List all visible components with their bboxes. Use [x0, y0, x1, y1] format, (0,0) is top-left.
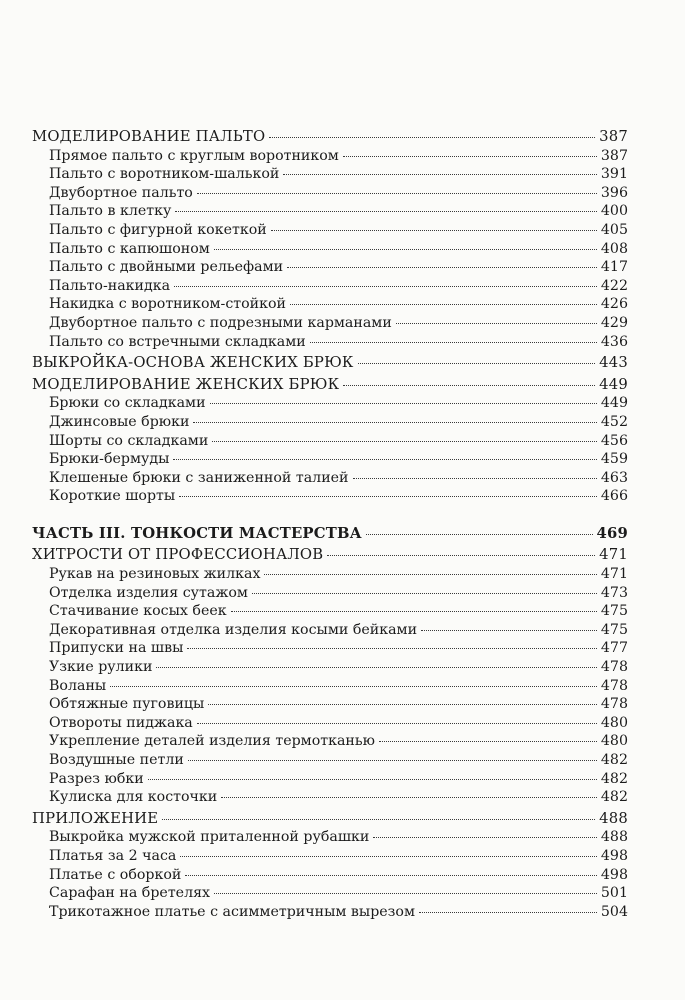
toc-entry: [32, 602, 628, 621]
entry-title: ПРИЛОЖЕНИЕ: [32, 809, 159, 827]
toc-entry: [32, 714, 628, 733]
page-number: 429: [600, 314, 628, 331]
entry-title: Шорты со складками: [49, 432, 209, 449]
page-number: 417: [600, 259, 628, 276]
toc-part: [32, 525, 628, 544]
entry-title: Двубортное пальто с подрезными карманами: [49, 314, 392, 331]
toc-section: [32, 128, 628, 147]
entry-title: Пальто с двойными рельефами: [49, 259, 284, 276]
dot-leader: [193, 422, 596, 423]
entry-title: Выкройка мужской приталенной рубашки: [49, 829, 370, 846]
dot-leader: [269, 137, 595, 138]
dot-leader: [208, 704, 597, 705]
entry-title: Пальто-накидка: [49, 277, 171, 294]
entry-title: Джинсовые брюки: [49, 413, 190, 430]
dot-leader: [221, 797, 597, 798]
entry-title: Отвороты пиджака: [49, 714, 193, 731]
page-number: 422: [600, 277, 628, 294]
toc-entry: [32, 258, 628, 277]
entry-title: Кулиска для косточки: [49, 789, 218, 806]
entry-title: ЧАСТЬ III. ТОНКОСТИ МАСТЕРСТВА: [32, 524, 362, 542]
page-number: 459: [600, 451, 628, 468]
dot-leader: [173, 459, 596, 460]
dot-leader: [214, 893, 597, 894]
entry-title: Воланы: [49, 677, 107, 694]
entry-title: Пальто с фигурной кокеткой: [49, 221, 267, 238]
toc-entry: [32, 751, 628, 770]
toc-entry: [32, 240, 628, 259]
page-number: 396: [600, 184, 628, 201]
toc-section: [32, 354, 628, 373]
entry-title: Сарафан на бретелях: [49, 885, 211, 902]
dot-leader: [327, 555, 595, 556]
entry-title: Разрез юбки: [49, 770, 144, 787]
entry-title: Рукав на резиновых жилках: [49, 566, 261, 583]
dot-leader: [148, 779, 597, 780]
entry-title: ВЫКРОЙКА-ОСНОВА ЖЕНСКИХ БРЮК: [32, 354, 354, 372]
toc-entry: [32, 221, 628, 240]
dot-leader: [212, 441, 597, 442]
toc-entry: [32, 432, 628, 451]
toc-entry: [32, 677, 628, 696]
entry-title: Клешеные брюки с заниженной талией: [49, 469, 349, 486]
entry-title: Отделка изделия сутажом: [49, 584, 248, 601]
page-number: 466: [600, 488, 628, 505]
dot-leader: [174, 286, 597, 287]
dot-leader: [210, 403, 597, 404]
dot-leader: [185, 875, 597, 876]
toc-entry: [32, 487, 628, 506]
dot-leader: [358, 363, 596, 364]
toc-entry: [32, 788, 628, 807]
dot-leader: [197, 723, 597, 724]
page-number: 498: [600, 847, 628, 864]
entry-title: Платья за 2 часа: [49, 847, 177, 864]
page-number: 463: [600, 469, 628, 486]
page-number: 480: [600, 714, 628, 731]
toc-entry: [32, 884, 628, 903]
toc-entry: [32, 847, 628, 866]
entry-title: Платье с оборкой: [49, 866, 182, 883]
entry-title: Прямое пальто с круглым воротником: [49, 147, 339, 164]
dot-leader: [290, 304, 597, 305]
dot-leader: [162, 819, 595, 820]
entry-title: Пальто со встречными складками: [49, 333, 306, 350]
entry-title: ХИТРОСТИ ОТ ПРОФЕССИОНАЛОВ: [32, 546, 324, 564]
page-number: 387: [600, 147, 628, 164]
toc-entry: [32, 277, 628, 296]
toc-entry: [32, 147, 628, 166]
toc-entry: [32, 394, 628, 413]
page-number: 498: [600, 866, 628, 883]
dot-leader: [287, 267, 597, 268]
page-number: 475: [600, 603, 628, 620]
toc-entry: [32, 202, 628, 221]
dot-leader: [180, 856, 597, 857]
entry-title: Пальто с воротником-шалькой: [49, 166, 280, 183]
page-number: 449: [600, 395, 628, 412]
page-number: 478: [600, 696, 628, 713]
entry-title: МОДЕЛИРОВАНИЕ ПАЛЬТО: [32, 128, 266, 145]
dot-leader: [283, 174, 597, 175]
toc-section: [32, 810, 628, 829]
toc-entry: [32, 333, 628, 352]
spacer: [32, 506, 628, 525]
page-number: 452: [600, 413, 628, 430]
page-number: 473: [600, 584, 628, 601]
dot-leader: [396, 323, 597, 324]
dot-leader: [379, 741, 597, 742]
entry-title: Двубортное пальто: [49, 184, 193, 201]
toc-entry: [32, 658, 628, 677]
toc-entry: [32, 450, 628, 469]
page-number: 426: [600, 296, 628, 313]
entry-title: Пальто с капюшоном: [49, 240, 210, 257]
page-number: 471: [599, 546, 628, 564]
toc-entry: [32, 314, 628, 333]
entry-title: Трикотажное платье с асимметричным вырезом: [49, 903, 415, 920]
page-number: 471: [600, 566, 628, 583]
entry-title: Пальто в клетку: [49, 203, 172, 220]
toc-entry: [32, 903, 628, 922]
dot-leader: [271, 230, 597, 231]
entry-title: Припуски на швы: [49, 640, 184, 657]
page-number: 436: [600, 333, 628, 350]
table-of-contents: [32, 128, 628, 921]
toc-entry: [32, 695, 628, 714]
page-number: 504: [600, 903, 628, 920]
dot-leader: [175, 211, 597, 212]
page-number: 443: [599, 354, 628, 372]
toc-entry: [32, 866, 628, 885]
dot-leader: [231, 611, 597, 612]
page-number: 478: [600, 659, 628, 676]
page-number: 482: [600, 770, 628, 787]
dot-leader: [214, 249, 597, 250]
dot-leader: [197, 193, 597, 194]
dot-leader: [156, 667, 596, 668]
page-number: 408: [600, 240, 628, 257]
entry-title: Стачивание косых беек: [49, 603, 227, 620]
toc-entry: [32, 770, 628, 789]
page-number: 480: [600, 733, 628, 750]
page-number: 400: [600, 203, 628, 220]
dot-leader: [264, 574, 596, 575]
page-number: 488: [599, 809, 628, 827]
page-number: 456: [600, 432, 628, 449]
toc-entry: [32, 565, 628, 584]
toc-entry: [32, 621, 628, 640]
toc-entry: [32, 469, 628, 488]
dot-leader: [366, 534, 593, 535]
entry-title: Накидка с воротником-стойкой: [49, 296, 286, 313]
page-number: 387: [599, 128, 628, 145]
toc-section: [32, 376, 628, 395]
page-number: 478: [600, 677, 628, 694]
page-number: 482: [600, 789, 628, 806]
entry-title: Декоративная отделка изделия косыми бейками: [49, 621, 418, 638]
page-number: 405: [600, 221, 628, 238]
dot-leader: [310, 342, 597, 343]
toc-entry: [32, 732, 628, 751]
entry-title: Обтяжные пуговицы: [49, 696, 205, 713]
entry-title: Воздушные петли: [49, 752, 184, 768]
toc-section: [32, 546, 628, 565]
toc-entry: [32, 413, 628, 432]
entry-title: МОДЕЛИРОВАНИЕ ЖЕНСКИХ БРЮК: [32, 375, 340, 393]
dot-leader: [343, 385, 595, 386]
entry-title: Укрепление деталей изделия термотканью: [49, 733, 375, 750]
entry-title: Узкие рулики: [49, 659, 153, 676]
dot-leader: [252, 593, 597, 594]
page-number: 449: [599, 375, 628, 393]
page-number: 469: [596, 524, 628, 542]
toc-entry: [32, 828, 628, 847]
toc-entry: [32, 639, 628, 658]
toc-entry: [32, 165, 628, 184]
toc-entry: [32, 584, 628, 603]
page-number: 475: [600, 621, 628, 638]
dot-leader: [179, 496, 597, 497]
dot-leader: [419, 912, 597, 913]
toc-entry: [32, 184, 628, 203]
entry-title: Короткие шорты: [49, 488, 176, 505]
page-number: 488: [600, 829, 628, 846]
dot-leader: [373, 837, 597, 838]
dot-leader: [353, 478, 597, 479]
entry-title: Брюки со складками: [49, 395, 206, 412]
dot-leader: [343, 156, 597, 157]
page-number: 501: [600, 885, 628, 902]
page-number: 482: [600, 752, 628, 768]
toc-entry: [32, 295, 628, 314]
page-number: 477: [600, 640, 628, 657]
page-number: 391: [600, 166, 628, 183]
dot-leader: [421, 630, 597, 631]
entry-title: Брюки-бермуды: [49, 451, 170, 468]
dot-leader: [188, 760, 597, 761]
dot-leader: [110, 686, 597, 687]
dot-leader: [187, 648, 597, 649]
